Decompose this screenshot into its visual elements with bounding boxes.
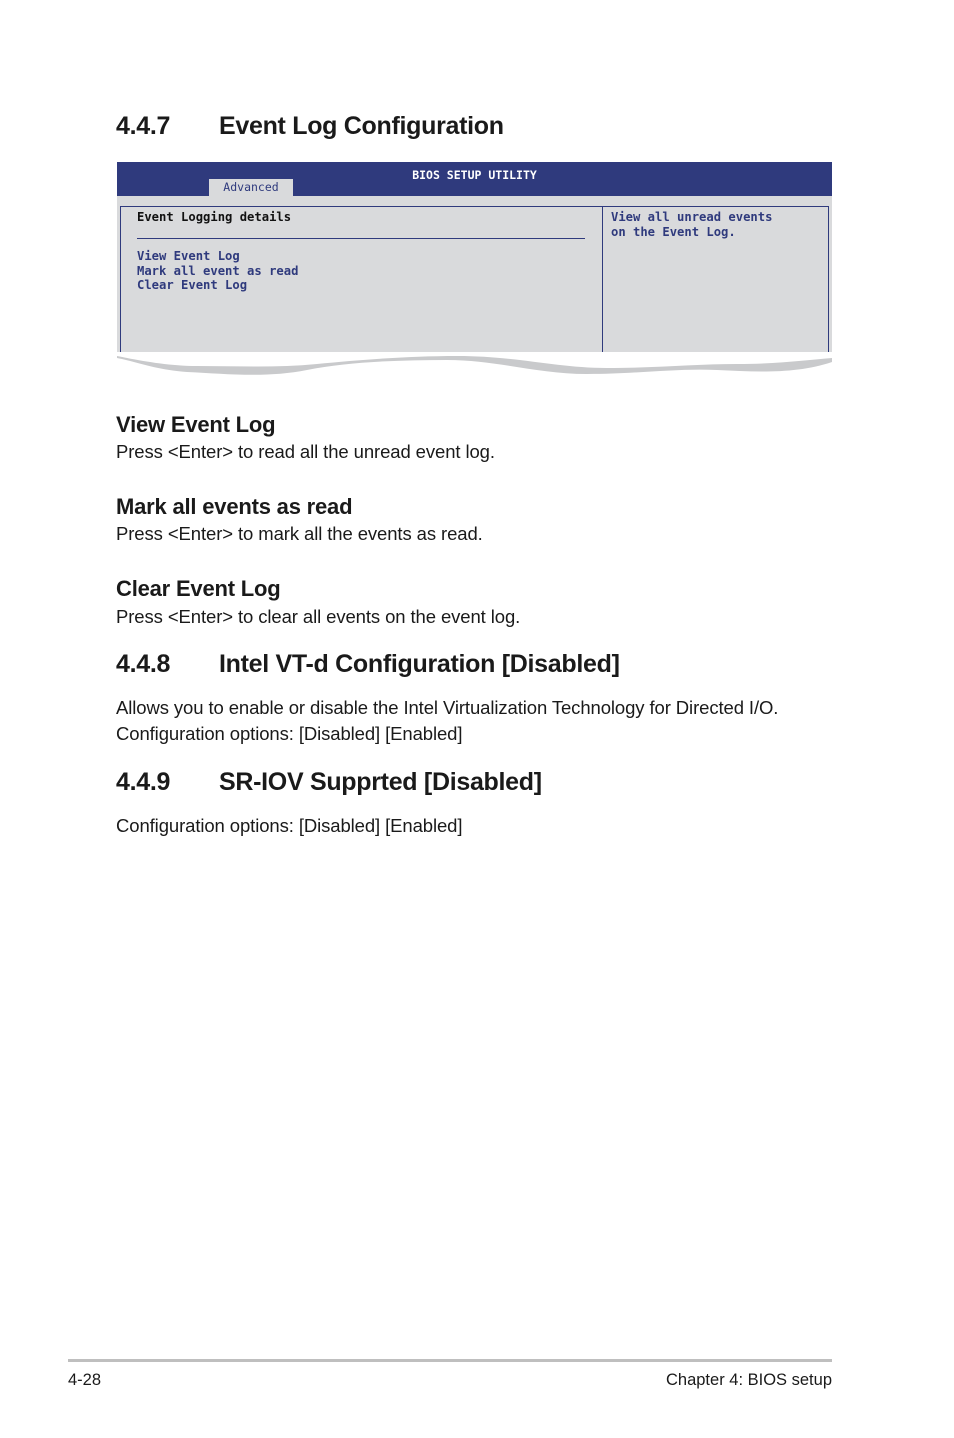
section-body-line-1: Allows you to enable or disable the Intel Virtualization Technology for Directed I/O.: [116, 697, 779, 718]
subsection-title-view-event-log: View Event Log: [116, 412, 276, 437]
bios-item-clear-event-log[interactable]: Clear Event Log: [137, 278, 248, 292]
subsection-title-mark-all-read: Mark all events as read: [116, 494, 353, 519]
section-title: Intel VT-d Configuration [Disabled]: [219, 650, 620, 678]
bios-help-line-1: View all unread events: [611, 210, 773, 224]
bios-heading-underline: [137, 238, 585, 239]
section-number: 4.4.7: [116, 112, 171, 140]
bios-item-mark-all-read[interactable]: Mark all event as read: [137, 264, 299, 278]
section-body: Configuration options: [Disabled] [Enabled]: [116, 815, 463, 836]
subsection-title-clear-event-log: Clear Event Log: [116, 576, 281, 601]
bios-item-view-event-log[interactable]: View Event Log: [137, 249, 240, 263]
section-body-line-2: Configuration options: [Disabled] [Enabled]: [116, 723, 463, 744]
footer-rule: [68, 1359, 832, 1362]
subsection-body-mark-all-read: Press <Enter> to mark all the events as read.: [116, 523, 483, 544]
section-number: 4.4.8: [116, 650, 171, 678]
section-heading-4-4-9: [116, 768, 816, 800]
bios-screenshot: [117, 162, 832, 386]
section-heading-4-4-7: [116, 112, 716, 144]
bios-section-heading: Event Logging details: [137, 210, 292, 224]
torn-edge: [117, 352, 832, 386]
tab-advanced[interactable]: Advanced: [209, 179, 293, 196]
bios-help-line-2: on the Event Log.: [611, 225, 736, 239]
subsection-body-clear-event-log: Press <Enter> to clear all events on the event log.: [116, 606, 521, 627]
section-title: SR-IOV Supprted [Disabled]: [219, 768, 542, 796]
chapter-label: Chapter 4: BIOS setup: [665, 1371, 832, 1389]
subsection-body-view-event-log: Press <Enter> to read all the unread event log.: [116, 441, 495, 462]
section-heading-4-4-8: [116, 650, 816, 682]
bios-title: BIOS SETUP UTILITY: [412, 168, 537, 182]
bios-divider: [602, 206, 603, 372]
page-number: 4-28: [68, 1371, 102, 1389]
section-title: Event Log Configuration: [219, 112, 504, 140]
section-number: 4.4.9: [116, 768, 171, 796]
